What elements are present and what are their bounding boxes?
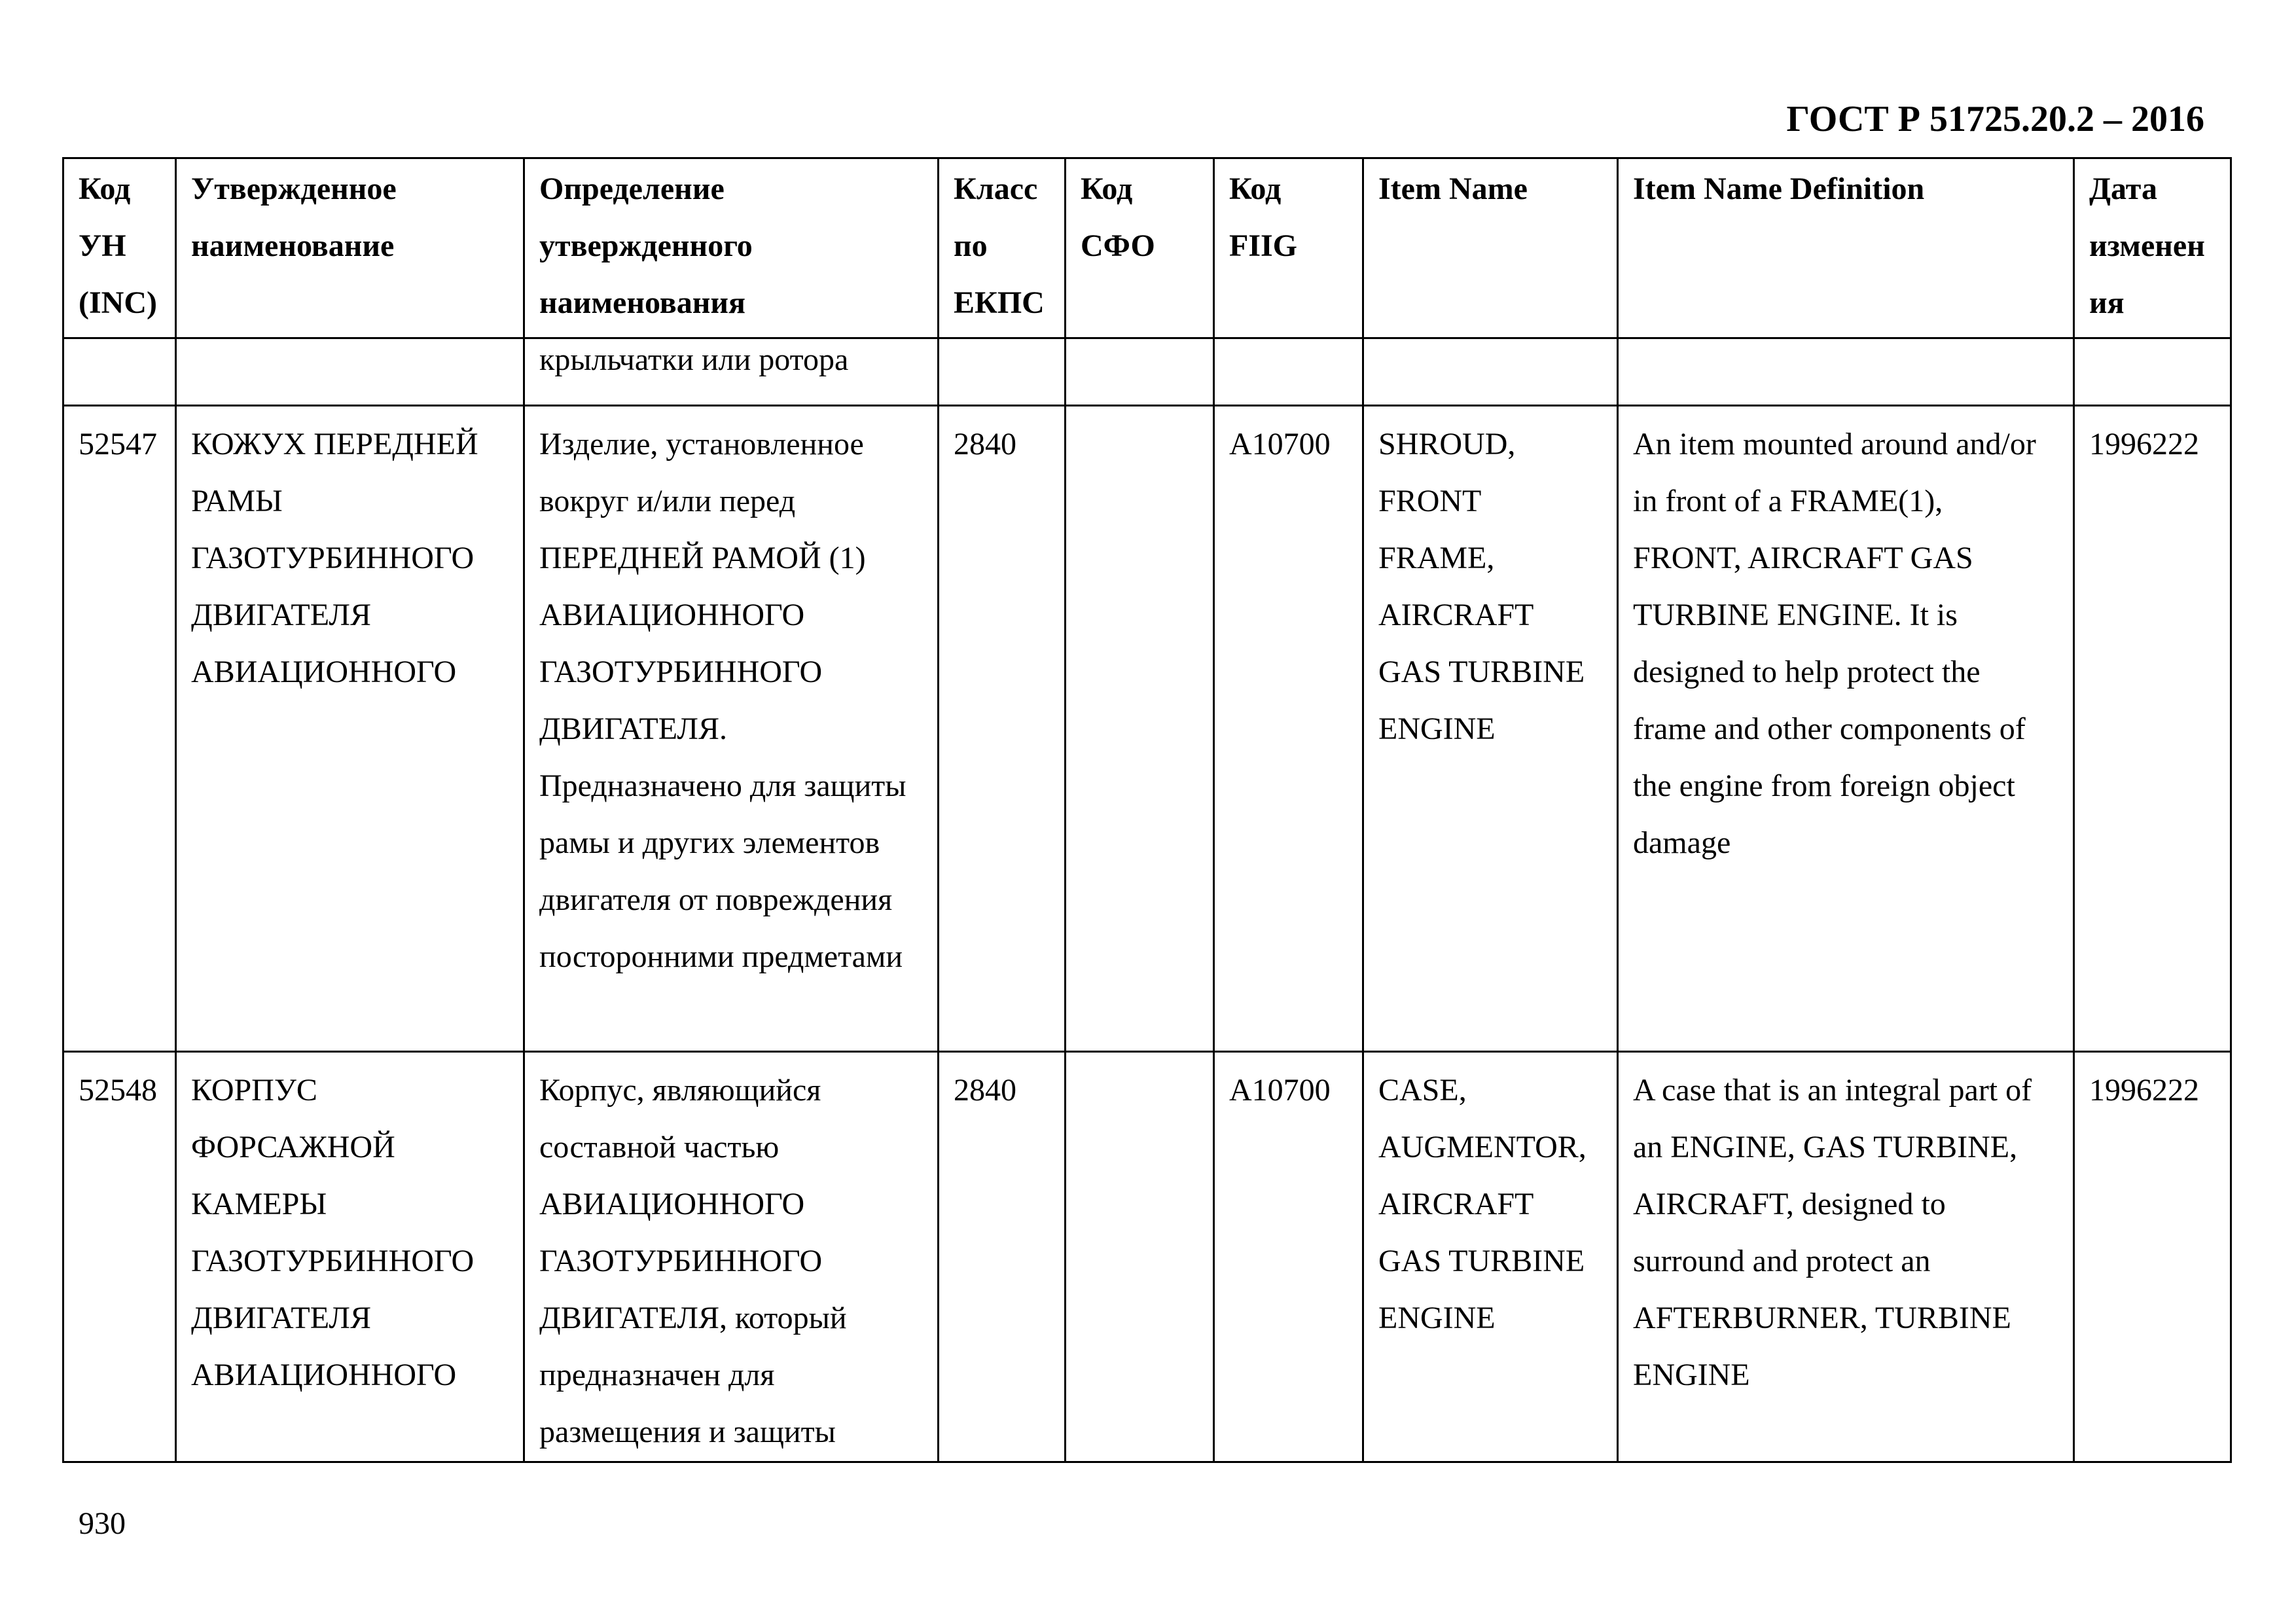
col-header-item-name: Item Name bbox=[1363, 158, 1618, 338]
cell-inc bbox=[63, 338, 176, 406]
col-header-inc: Код УН (INC) bbox=[63, 158, 176, 338]
col-header-approved-name: Утвержденное наименование bbox=[176, 158, 524, 338]
col-header-fiig-code: Код FIIG bbox=[1214, 158, 1363, 338]
continuation-text: крыльчатки или ротора bbox=[539, 342, 849, 377]
cell-fiig-code: A10700 bbox=[1214, 1052, 1363, 1462]
cell-date bbox=[2074, 338, 2231, 406]
cell-sfo-code bbox=[1066, 338, 1214, 406]
col-header-sfo-code: Код СФО bbox=[1066, 158, 1214, 338]
table-header-row bbox=[63, 158, 2231, 338]
cell-date: 1996222 bbox=[2074, 1052, 2231, 1462]
table-row-continuation bbox=[63, 338, 2231, 406]
table-row bbox=[63, 1052, 2231, 1462]
cell-approved-name: КОРПУС ФОРСАЖНОЙ КАМЕРЫ ГАЗОТУРБИННОГО ДВИГАТЕЛЯ АВИАЦИОННОГО bbox=[176, 1052, 524, 1462]
cell-definition: Изделие, установленное вокруг и/или перед ПЕРЕДНЕЙ РАМОЙ (1) АВИАЦИОННОГО ГАЗОТУРБИННОГО ДВИГАТЕЛЯ. Предназначено для защиты рамы и других элементов двигателя от повреждения посторонними предметами bbox=[524, 406, 939, 1052]
cell-definition bbox=[524, 338, 939, 406]
cell-fiig-code bbox=[1214, 338, 1363, 406]
cell-item-name-definition: A case that is an integral part of an ENGINE, GAS TURBINE, AIRCRAFT, designed to surround and protect an AFTERBURNER, TURBINE ENGINE bbox=[1618, 1052, 2074, 1462]
cell-approved-name: КОЖУХ ПЕРЕДНЕЙ РАМЫ ГАЗОТУРБИННОГО ДВИГАТЕЛЯ АВИАЦИОННОГО bbox=[176, 406, 524, 1052]
cell-definition: Корпус, являющийся составной частью АВИАЦИОННОГО ГАЗОТУРБИННОГО ДВИГАТЕЛЯ, который предназначен для размещения и защиты bbox=[524, 1052, 939, 1462]
col-header-ekps-class: Класс по ЕКПС bbox=[939, 158, 1066, 338]
nomenclature-table bbox=[62, 157, 2232, 1463]
page-number: 930 bbox=[79, 1506, 126, 1541]
table-row bbox=[63, 406, 2231, 1052]
cell-date: 1996222 bbox=[2074, 406, 2231, 1052]
col-header-item-name-definition: Item Name Definition bbox=[1618, 158, 2074, 338]
col-header-date: Дата изменения bbox=[2074, 158, 2231, 338]
cell-item-name: SHROUD, FRONT FRAME, AIRCRAFT GAS TURBINE ENGINE bbox=[1363, 406, 1618, 1052]
cell-item-name: CASE, AUGMENTOR, AIRCRAFT GAS TURBINE ENGINE bbox=[1363, 1052, 1618, 1462]
cell-item-name-definition bbox=[1618, 338, 2074, 406]
cell-inc: 52548 bbox=[63, 1052, 176, 1462]
cell-ekps-class: 2840 bbox=[939, 406, 1066, 1052]
cell-sfo-code bbox=[1066, 406, 1214, 1052]
cell-item-name bbox=[1363, 338, 1618, 406]
cell-sfo-code bbox=[1066, 1052, 1214, 1462]
cell-ekps-class: 2840 bbox=[939, 1052, 1066, 1462]
cell-item-name-definition: An item mounted around and/or in front of a FRAME(1), FRONT, AIRCRAFT GAS TURBINE ENGINE. It is designed to help protect the frame and other components of the engine from foreign object damage bbox=[1618, 406, 2074, 1052]
cell-fiig-code: A10700 bbox=[1214, 406, 1363, 1052]
cell-ekps-class bbox=[939, 338, 1066, 406]
document-standard-title: ГОСТ Р 51725.20.2 – 2016 bbox=[1786, 99, 2204, 139]
col-header-definition: Определение утвержденного наименования bbox=[524, 158, 939, 338]
cell-inc: 52547 bbox=[63, 406, 176, 1052]
cell-approved-name bbox=[176, 338, 524, 406]
